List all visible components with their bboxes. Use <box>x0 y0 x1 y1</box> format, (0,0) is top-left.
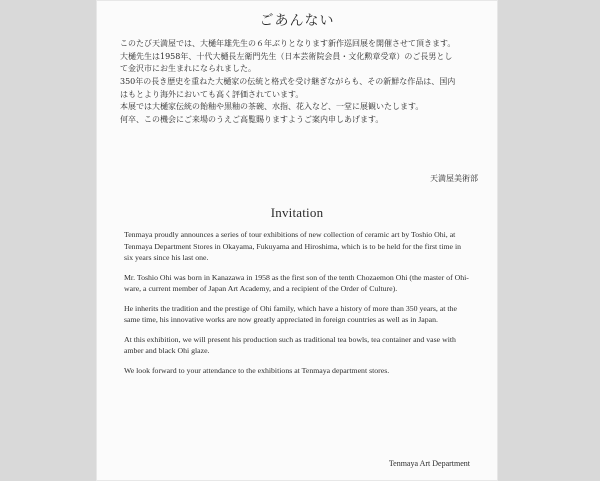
english-paragraph-5: We look forward to your attendance to the exhibitions at Tenmaya department stores. <box>124 365 390 375</box>
english-title: Invitation <box>270 205 324 220</box>
japanese-signature: 天満屋美術部 <box>430 174 478 183</box>
english-paragraph-4: At this exhibition, we will present his production such as traditional tea bowls, tea container and vase with amber and black Ohi glaze. <box>124 334 456 356</box>
english-paragraph-2: Mr. Toshio Ohi was born in Kanazawa in 1958 as the first son of the tenth Chozaemon Ohi (the master of Ohi-ware, a current member of Japan Art Academy, and a recipient of the Order of Culture). <box>124 272 469 294</box>
japanese-paragraph-4: 本展では大樋家伝統の飴釉や黒釉の茶碗、水指、花入など、一堂に展観いたします。 <box>120 102 424 112</box>
japanese-body <box>120 38 460 126</box>
english-paragraph-3: He inherits the tradition and the prestige of Ohi family, which have a history of more than 350 years, at the same time, his innovative works are now greatly appreciated in foreign countries as well as in Japan. <box>124 303 457 325</box>
document-page <box>96 0 498 481</box>
japanese-invitation-section <box>96 10 498 183</box>
english-signature: Tenmaya Art Department <box>388 459 470 468</box>
japanese-title: ごあんない <box>259 13 335 29</box>
japanese-paragraph-1: このたび天満屋では、大樋年雄先生の６年ぶりとなります新作巡回展を開催させて頂きます。 <box>120 39 456 48</box>
english-body <box>124 229 469 384</box>
english-invitation-section <box>96 205 498 468</box>
japanese-paragraph-3: 350年の長き歴史を重ねた大樋家の伝統と格式を受け継ぎながらも、その新鮮な作品は、国内はもとより海外においても高く評価されています。 <box>120 76 456 99</box>
japanese-paragraph-2: 大樋先生は1958年、十代大樋長左衛門先生（日本芸術院会員・文化勲章受章）のご長男として金沢市にお生まれになられました。 <box>120 51 453 74</box>
english-paragraph-1: Tenmaya proudly announces a series of tour exhibitions of new collection of ceramic art by Toshio Ohi, at Tenmaya Department Stores in Okayama, Fukuyama and Hiroshima, which is to be held for the first time in six years since his last one. <box>124 230 462 263</box>
japanese-paragraph-5: 何卒、この機会にご来場のうえご高覧賜りますようご案内申しあげます。 <box>120 114 384 124</box>
